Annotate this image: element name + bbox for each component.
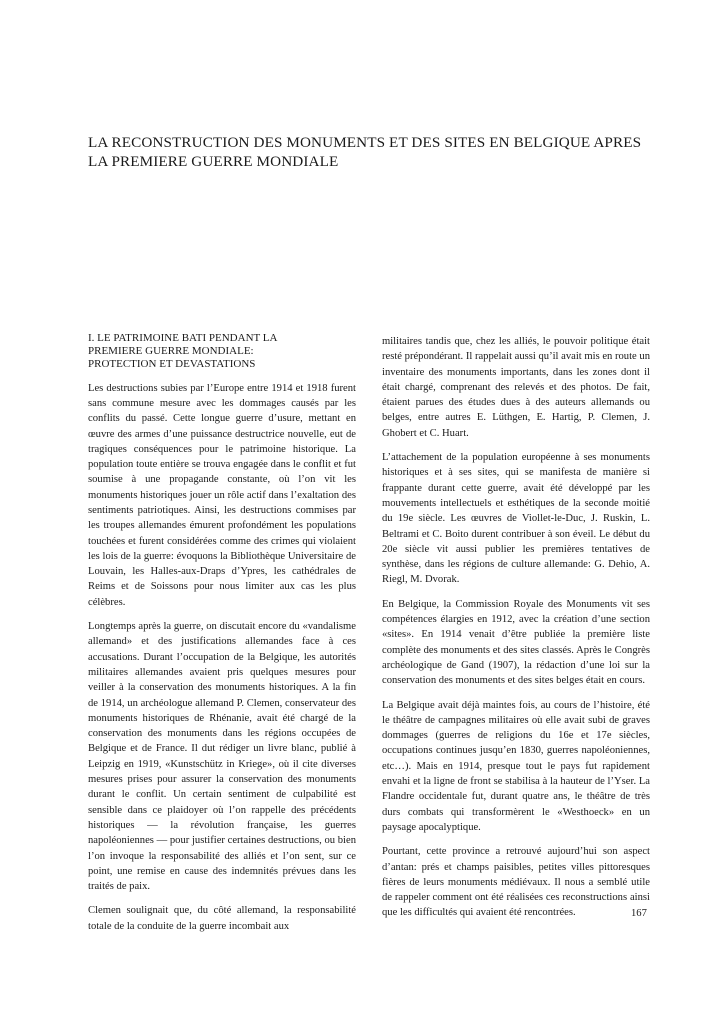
page-number: 167 [631, 908, 647, 919]
paragraph-6: En Belgique, la Commission Royale des Monuments vit ses compétences élargies en 1912, avec la création d’une section «sites». En 1914 venait d’être publiée la première liste complète des monuments et des sites classés. Après le Congrès archéologique de Gand (1907), la rédaction d’une loi sur la conservation des monuments et des sites belges était en cours. [382, 598, 650, 687]
paragraph-1: Les destructions subies par l’Europe entre 1914 et 1918 furent sans commune mesure avec les dommages causés par les conflits du passé. Cette longue guerre d’usure, mettant en œuvre des armes d’une puissance destructrice nouvelle, eut de tragiques conséquences pour le patrimoine historique. La population toute entière se trouva engagée dans le conflit et fut soumise à une propagande constante, où l’on vit les monuments historiques jouer un rôle actif dans l’exaltation des sentiments patriotiques. Ainsi, les destructions commises par les troupes allemandes émurent profondément les populations touchées et furent considérées comme des crimes qui violaient les lois de la guerre: évoquons la Bibliothèque Universitaire de Louvain, les Halles-aux-Draps d’Ypres, les cathédrales de Reims et de Soissons pour nous limiter aux cas les plus célèbres. [88, 382, 356, 608]
section-heading-line-1: I. LE PATRIMOINE BATI PENDANT LA [88, 332, 278, 344]
section-heading-line-3: PROTECTION ET DEVASTATIONS [88, 358, 256, 371]
section-heading-line-2: PREMIERE GUERRE MONDIALE: [88, 345, 254, 358]
paragraph-3: Clemen soulignait que, du côté allemand, la responsabilité totale de la conduite de la guerre incombait aux [88, 905, 356, 932]
article-title [88, 133, 648, 171]
paragraph-7: La Belgique avait déjà maintes fois, au cours de l’histoire, été le théâtre de campagnes militaires où elle avait subi de graves dommages (guerres de religions du 16e et 17e siècles, occupations continues jusqu’en 1830, guerres napoléoniennes, etc…). Mais en 1914, presque tout le pays fut rapidement envahi et la ligne de front se stabilisa à la hauteur de l’Yser. La Flandre occidentale fut, durant quatre ans, le théâtre de très durs combats qui transformèrent le «Westhoeck» en un paysage apocalyptique. [382, 699, 650, 833]
paragraph-8: Pourtant, cette province a retrouvé aujourd’hui son aspect d’antan: prés et champs paisibles, petites villes pittoresques fières de leurs monuments médiévaux. Il nous a semblé utile de rappeler comment ont été réalisées ces reconstructions ainsi que les difficultés qui avaient été rencontrées. [382, 846, 650, 919]
article-title-line-2: LA PREMIERE GUERRE MONDIALE [88, 153, 339, 170]
paragraph-2: Longtemps après la guerre, on discutait encore du «vandalisme allemand» et des justifications allemandes face à ces accusations. Durant l’occupation de la Belgique, les autorités militaires allemandes avaient pris quelques mesures pour veiller à la conservation des monuments historiques. A la fin de 1914, un archéologue allemand P. Clemen, conservateur des monuments historiques de Rhénanie, avait été chargé de la conservation des monuments dans les régions occupées de Belgique et de France. Il dut rédiger un livre blanc, publié à Leipzig en 1919, «Kunstschütz in Kriege», où il cite diverses mesures prises pour assurer la conservation des monuments durant le conflit. Un certain sentiment de culpabilité est sensible dans ce plaidoyer où l’on rappelle des précédents historiques — la révolution française, les guerres napoléoniennes — pour justifier certaines destructions, ou bien l’on invoque la responsabilité des alliés et l’on sent, sur ce point, une remise en cause des indemnités prévues dans les traités de paix. [88, 621, 356, 893]
paragraph-5: L’attachement de la population européenne à ses monuments historiques et à ses sites, qui se manifesta de manière si frappante durant cette guerre, avait été développé par les mouvements intellectuels et esthétiques de la seconde moitié du 19e siècle. Les œuvres de Viollet-le-Duc, J. Ruskin, L. Beltrami et C. Boito durent contribuer à son éveil. Le début du 20e siècle vit aussi publier les premières tentatives de synthèse, dans les régions de culture allemande: G. Dehio, A. Riegl, M. Dvorak. [382, 452, 650, 586]
paragraph-4: militaires tandis que, chez les alliés, le pouvoir politique était resté prépondérant. Il rappelait aussi qu’il avait mis en route un inventaire des monuments importants, dans les zones dont il était chargé, comprenant des relevés et des photos. De fait, étaient parues des études dues à des auteurs allemands ou belges, entre autres E. Lüthgen, E. Hartig, P. Clemen, J. Ghobert et C. Huart. [382, 336, 650, 439]
article-title-line-1: LA RECONSTRUCTION DES MONUMENTS ET DES SITES EN BELGIQUE APRES [88, 134, 642, 151]
left-column [88, 332, 356, 943]
section-heading [88, 332, 356, 372]
right-column [382, 334, 650, 930]
